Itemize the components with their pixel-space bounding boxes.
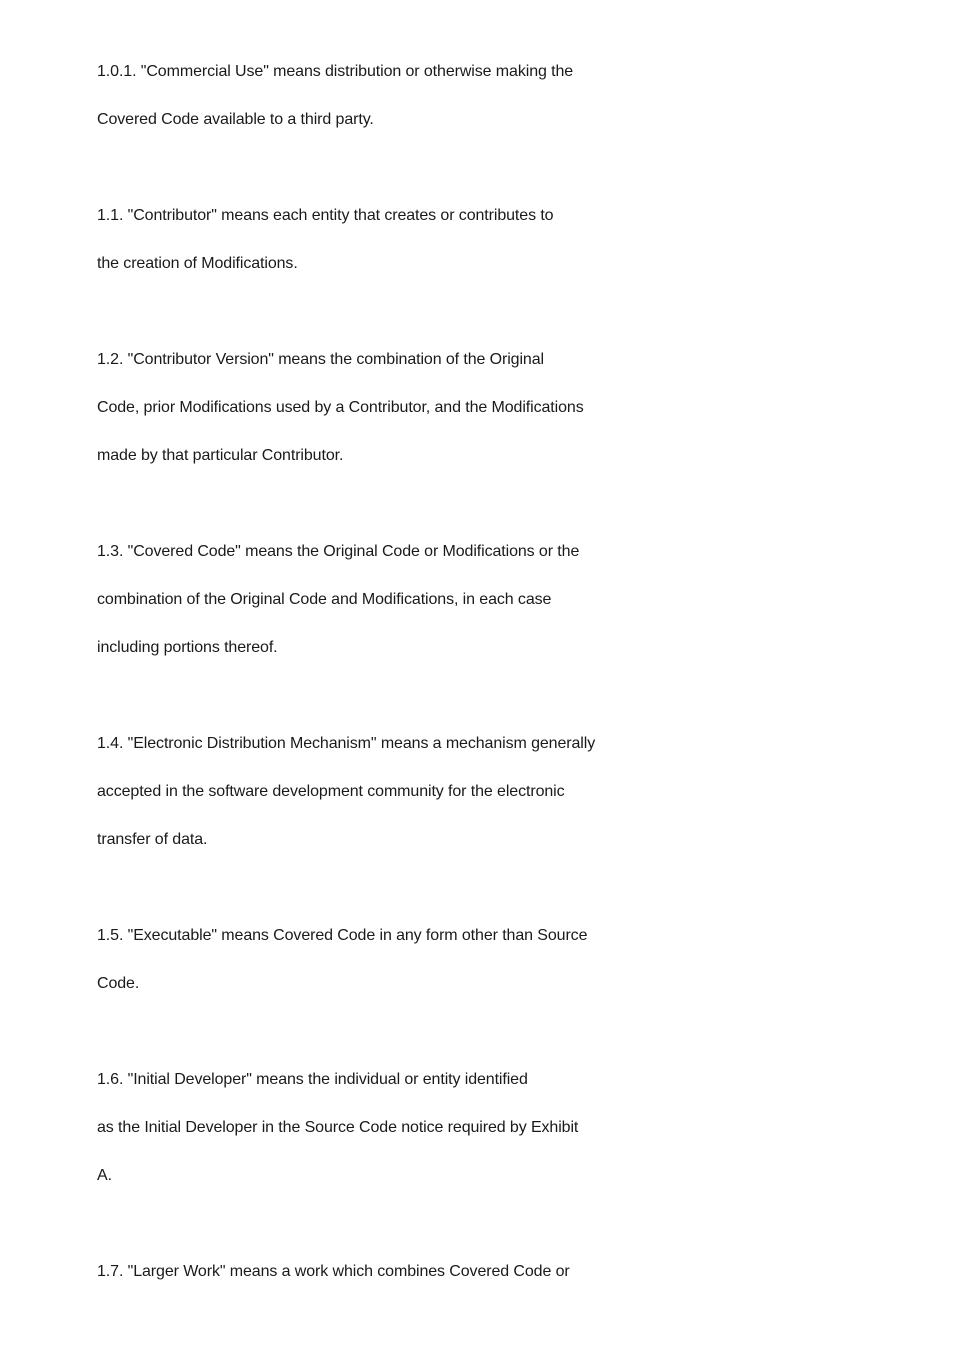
text-line: A.: [97, 1167, 112, 1184]
paragraph-gap: [97, 1212, 697, 1260]
section-1-2: [97, 348, 697, 492]
section-1-0-1: [97, 60, 697, 156]
text-line: Code, prior Modifications used by a Contributor, and the Modifications: [97, 399, 584, 416]
text-line: accepted in the software development community for the electronic: [97, 783, 565, 800]
section-1-1: [97, 204, 697, 300]
paragraph-gap: [97, 156, 697, 204]
paragraph-gap: [97, 876, 697, 924]
paragraph-gap: [97, 684, 697, 732]
text-line: 1.1. "Contributor" means each entity that creates or contributes to: [97, 207, 554, 224]
section-1-3: [97, 540, 697, 684]
text-line: combination of the Original Code and Modifications, in each case: [97, 591, 552, 608]
paragraph-gap: [97, 1020, 697, 1068]
text-line: including portions thereof.: [97, 639, 278, 656]
document-page: [97, 60, 697, 1308]
text-line: 1.7. "Larger Work" means a work which combines Covered Code or: [97, 1263, 570, 1280]
text-line: 1.0.1. "Commercial Use" means distribution or otherwise making the: [97, 63, 574, 80]
text-line: 1.5. "Executable" means Covered Code in any form other than Source: [97, 927, 588, 944]
text-line: the creation of Modifications.: [97, 255, 298, 272]
text-line: as the Initial Developer in the Source Code notice required by Exhibit: [97, 1119, 579, 1136]
text-line: Code.: [97, 975, 140, 992]
text-line: transfer of data.: [97, 831, 208, 848]
section-1-6: [97, 1068, 697, 1212]
section-1-7: [97, 1260, 697, 1308]
text-line: made by that particular Contributor.: [97, 447, 344, 464]
text-line: 1.3. "Covered Code" means the Original Code or Modifications or the: [97, 543, 580, 560]
paragraph-gap: [97, 492, 697, 540]
text-line: 1.6. "Initial Developer" means the individual or entity identified: [97, 1071, 528, 1088]
paragraph-gap: [97, 300, 697, 348]
section-1-5: [97, 924, 697, 1020]
text-line: 1.2. "Contributor Version" means the combination of the Original: [97, 351, 544, 368]
section-1-4: [97, 732, 697, 876]
text-line: Covered Code available to a third party.: [97, 111, 374, 128]
text-line: 1.4. "Electronic Distribution Mechanism" means a mechanism generally: [97, 735, 596, 752]
